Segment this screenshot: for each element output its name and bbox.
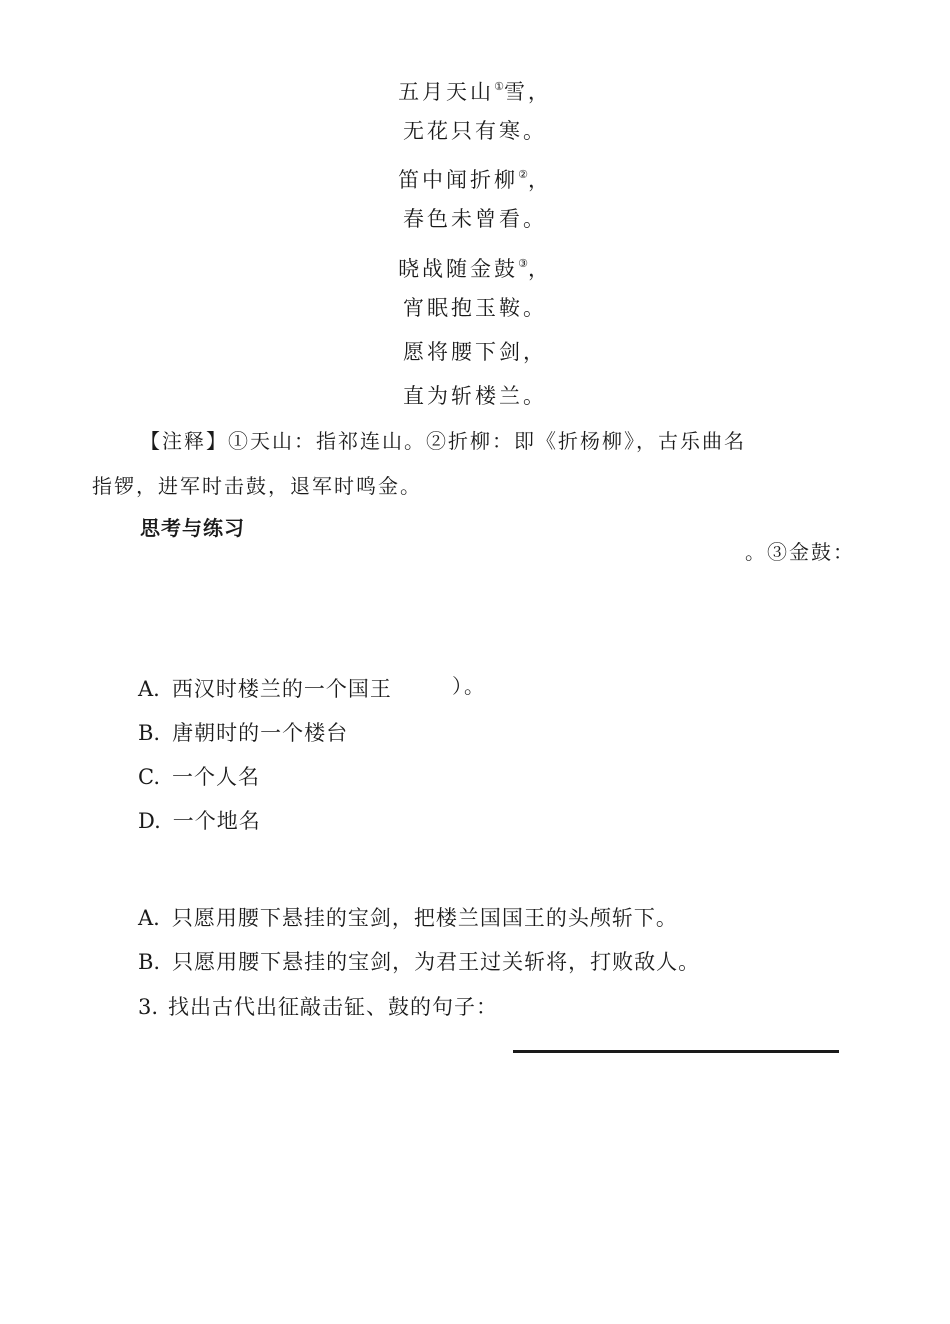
- poem-text: 五月天山: [398, 80, 495, 104]
- poem-line: [0, 294, 950, 322]
- poem-text: 宵眠抱玉鞍。: [403, 296, 547, 320]
- poem-text: 愿将腰下剑，: [403, 340, 547, 364]
- poem-text: 笛中闻折柳: [398, 168, 519, 192]
- annotation-line-1: 【注释】①天山：指祁连山。②折柳：即《折杨柳》，古乐曲名: [140, 429, 746, 453]
- q1-option-c[interactable]: [138, 762, 260, 792]
- poem-text: 直为斩楼兰。: [403, 384, 547, 408]
- option-letter: A.: [138, 677, 160, 701]
- option-text: 只愿用腰下悬挂的宝剑，为君王过关斩将，打败敌人。: [172, 950, 701, 974]
- q2-option-b[interactable]: [138, 947, 700, 977]
- option-letter: B.: [138, 950, 161, 974]
- option-letter: D.: [138, 809, 161, 833]
- option-text: 一个人名: [172, 765, 260, 789]
- poem-line: [0, 117, 950, 145]
- option-text: 西汉时楼兰的一个国王: [171, 677, 392, 701]
- poem-text-tail: 雪，: [503, 80, 552, 104]
- q1-option-a[interactable]: [138, 674, 392, 704]
- q1-option-b[interactable]: [138, 718, 348, 748]
- option-text: 只愿用腰下悬挂的宝剑，把楼兰国国王的头颅斩下。: [171, 906, 678, 930]
- option-text: 唐朝时的一个楼台: [172, 721, 349, 745]
- annotation-fragment: 。③金鼓：: [745, 540, 855, 564]
- q2-option-a[interactable]: [138, 903, 678, 933]
- poem-text: 晓战随金鼓: [398, 257, 519, 281]
- poem-text: 春色未曾看。: [403, 207, 547, 231]
- poem-line: [0, 205, 950, 233]
- question-3: [138, 992, 498, 1022]
- option-text: 一个地名: [172, 809, 261, 833]
- poem-text-tail: ，: [527, 168, 552, 192]
- poem-text: 无花只有寒。: [403, 119, 547, 143]
- footnote-marker: ③: [518, 257, 528, 270]
- option-letter: A.: [138, 906, 160, 930]
- annotation-line-2: 指锣，进军时击鼓，退军时鸣金。: [92, 474, 422, 498]
- poem-line: [0, 73, 950, 104]
- footnote-marker: ①: [494, 80, 504, 93]
- poem-line: [0, 161, 950, 192]
- footnote-marker: ②: [518, 168, 528, 181]
- q1-option-d[interactable]: [138, 806, 261, 836]
- option-letter: C.: [138, 765, 160, 789]
- question-text: 找出古代出征敲击钲、鼓的句子：: [168, 995, 499, 1019]
- question-1-fragment: ）。: [452, 674, 486, 698]
- poem-line: [0, 382, 950, 410]
- poem-line: [0, 250, 950, 281]
- section-heading: 思考与练习: [140, 516, 245, 540]
- option-letter: B.: [138, 721, 161, 745]
- poem-line: [0, 338, 950, 366]
- answer-blank-line[interactable]: [513, 1050, 839, 1053]
- question-number: 3.: [138, 995, 159, 1019]
- poem-text-tail: ，: [527, 257, 552, 281]
